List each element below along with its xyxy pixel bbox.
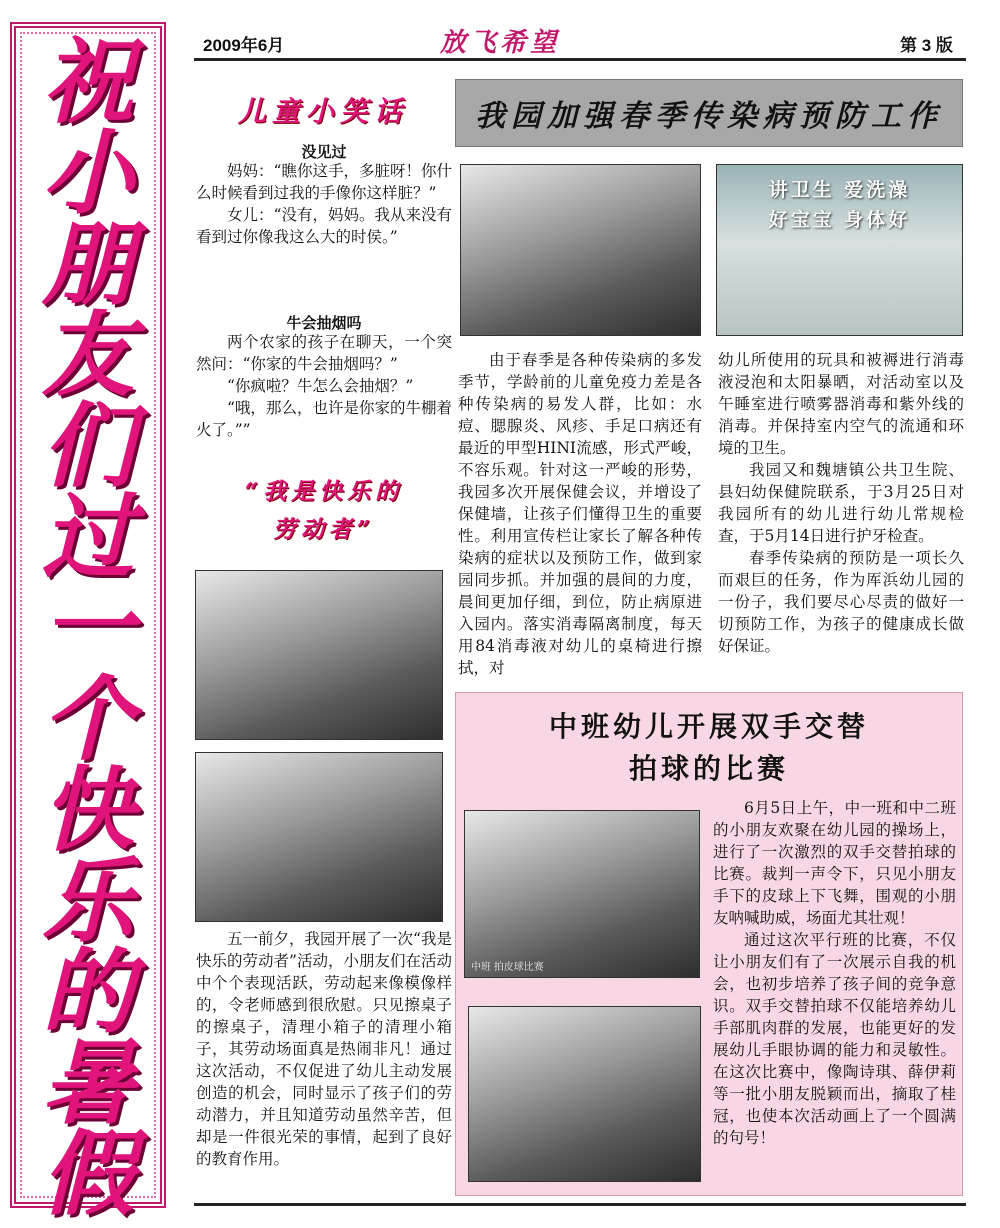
footer-divider xyxy=(194,1203,966,1206)
labor-paragraph: 五一前夕，我园开展了一次“我是快乐的劳动者”活动，小朋友们在活动中个个表现活跃，劳动起来像模像样的，令老师感到很欣慰。只见擦桌子的擦桌子，清理小箱子的清理小箱子，其劳动场面真是热闹非凡！通过这次活动，不仅促进了幼儿主动发展创造的机会，同时显示了孩子们的劳动潜力，并且知道劳动虽然辛苦，但却是一件很光荣的事情，起到了良好的教育作用。 xyxy=(196,930,452,1168)
joke2-paragraph: 两个农家的孩子在聊天，一个突然问：“你家的牛会抽烟吗？” xyxy=(196,333,452,373)
banner-char: 祝 xyxy=(41,28,134,136)
photo-children-cleaning xyxy=(195,570,443,740)
banner-char: 一 xyxy=(41,574,134,682)
ball-article-text xyxy=(713,797,956,1149)
photo-ball-contest-2 xyxy=(468,1006,701,1182)
photo-health-check xyxy=(460,164,701,336)
epidemic-paragraph: 由于春季是各种传染病的多发季节，学龄前的儿童免疫力差是各种传染病的易发人群，比如：水痘、腮腺炎、风疹、手足口病还有最近的甲型HINI流感，形式严峻，不容乐观。针对这一严峻的形势，我园多次开展保健会议，并增设了保健墙，让孩子们懂得卫生的重要性。利用宣传栏让家长了解各种传染病的症状以及预防工作，做到家园同步抓。并加强的晨间的力度，晨间更加仔细，到位，防止病原进入园内。落实消毒隔离制度，每天用84消毒液对幼儿的桌椅进行擦拭，对 xyxy=(458,351,702,677)
joke1-title: 没见过 xyxy=(301,143,347,161)
newspaper-title: 放飞希望 xyxy=(439,28,560,58)
banner-char: 快 xyxy=(41,756,134,864)
joke2-paragraph: “哦，那么，也许是你家的牛棚着火了。”” xyxy=(196,399,452,439)
banner-char: 个 xyxy=(41,665,134,773)
epidemic-column-2 xyxy=(718,349,964,657)
joke1-text xyxy=(196,160,452,248)
ball-paragraph: 6月5日上午，中一班和中二班的小朋友欢聚在幼儿园的操场上，进行了一次激烈的双手交替拍球的比赛。裁判一声令下，只见小朋友手下的皮球上下飞舞，围观的小朋友呐喊助威，场面尤其壮观！ xyxy=(713,799,956,927)
epidemic-title: 我园加强春季传染病预防工作 xyxy=(475,99,943,134)
joke2-paragraph: “你疯啦？牛怎么会抽烟？” xyxy=(227,377,414,395)
banner-char: 小 xyxy=(41,119,134,227)
banner-char: 假 xyxy=(41,1120,134,1228)
epidemic-paragraph-continued: 幼儿所使用的玩具和被褥进行消毒液浸泡和太阳暴晒，对活动室以及午睡室进行喷雾器消毒和紫外线的消毒。并保持室内空气的流通和环境的卫生。 xyxy=(718,351,964,457)
epidemic-column-1 xyxy=(458,349,702,679)
photo-hygiene-poster xyxy=(716,164,963,336)
ball-title-line1: 中班幼儿开展双手交替 xyxy=(548,711,869,742)
banner-char: 乐 xyxy=(41,847,134,955)
photo-ball-contest-1 xyxy=(464,810,700,978)
labor-title-line2: 劳动者” xyxy=(272,516,376,543)
joke1-paragraph: 妈妈：“瞧你这手，多脏呀！你什么时候看到过我的手像你这样脏？” xyxy=(196,162,452,202)
epidemic-paragraph: 我园又和魏塘镇公共卫生院、县妇幼保健院联系，于3月25日对我园所有的幼儿进行幼儿常规检查，于5月14日进行护牙检查。 xyxy=(718,461,964,545)
labor-title-line1: “我是快乐的 xyxy=(244,478,404,505)
ball-title-line2: 拍球的比赛 xyxy=(628,753,789,784)
joke2-text xyxy=(196,331,452,441)
page-number: 第 3 版 xyxy=(900,36,953,55)
photo-children-boxes xyxy=(195,752,443,922)
issue-date: 2009年6月 xyxy=(203,36,285,55)
banner-char: 朋 xyxy=(41,210,134,318)
header-divider xyxy=(194,58,966,61)
poster-slogan-2: 好宝宝 身体好 xyxy=(768,209,911,231)
labor-article-text xyxy=(196,928,452,1170)
photo-banner-caption: 中班 拍皮球比赛 xyxy=(471,962,544,973)
labor-section-title xyxy=(196,473,452,549)
joke2-title: 牛会抽烟吗 xyxy=(286,314,362,332)
ball-paragraph: 通过这次平行班的比赛，不仅让小朋友们有了一次展示自我的机会，也初步培养了孩子间的竞争意识。双手交替拍球不仅能培养幼儿手部肌肉群的发展，也能更好的发展幼儿手眼协调的能力和灵敏性。在这次比赛中，像陶诗琪、薛伊莉等一批小朋友脱颖而出，摘取了桂冠，也使本次活动画上了一个圆满的句号！ xyxy=(713,931,956,1147)
epidemic-paragraph: 春季传染病的预防是一项长久而艰巨的任务，作为厍浜幼儿园的一份子，我们要尽心尽责的做好一切预防工作，为孩子的健康成长做好保证。 xyxy=(718,549,964,655)
banner-char: 的 xyxy=(41,938,134,1046)
ball-article-title xyxy=(455,706,963,790)
joke1-paragraph: 女儿：“没有，妈妈。我从来没有看到过你像我这么大的时侯。” xyxy=(196,206,452,246)
poster-slogan-1: 讲卫生 爱洗澡 xyxy=(768,179,911,201)
banner-char: 暑 xyxy=(41,1029,134,1137)
banner-char: 友 xyxy=(41,301,134,409)
jokes-section-title: 儿童小笑话 xyxy=(237,95,408,128)
banner-char: 过 xyxy=(41,483,134,591)
banner-char: 们 xyxy=(41,392,134,500)
